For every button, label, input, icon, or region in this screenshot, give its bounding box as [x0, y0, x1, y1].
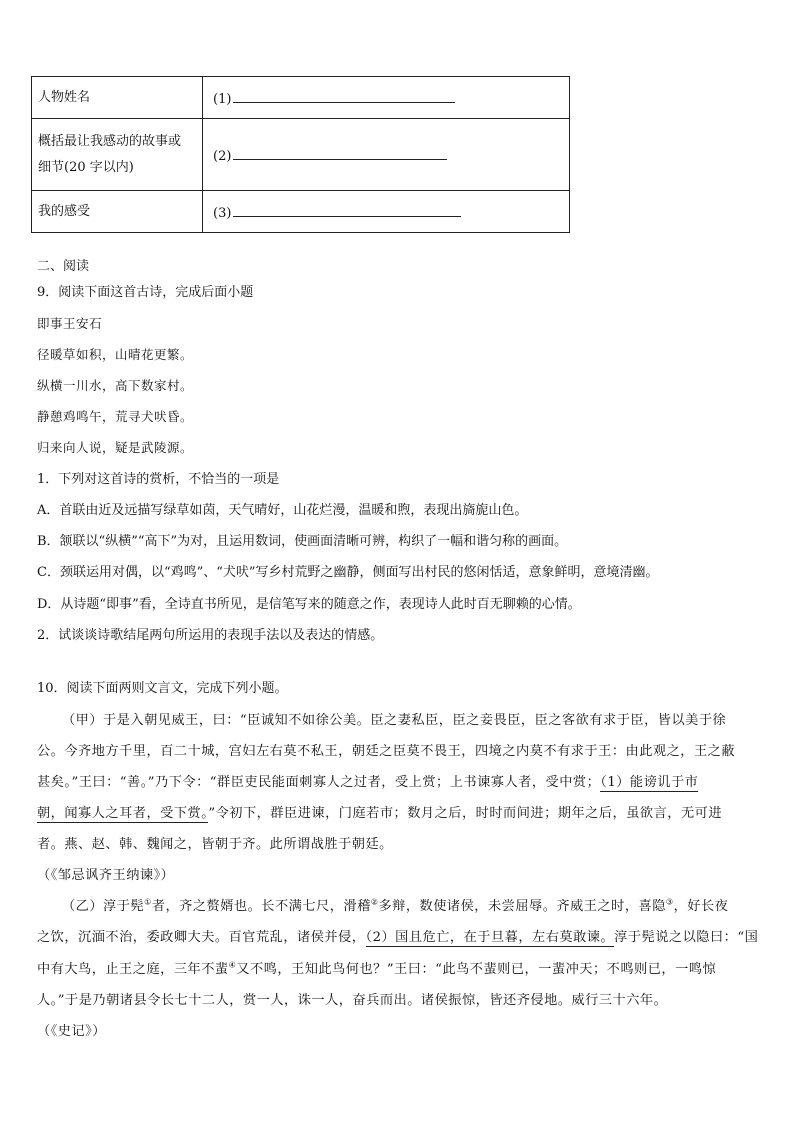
passage-text: （乙）淳于髡 — [62, 899, 145, 914]
passage-yi-line — [37, 961, 716, 979]
answer-number: (2) — [213, 149, 232, 164]
footnote-mark: ② — [370, 897, 379, 907]
passage-yi-line — [37, 929, 758, 947]
table-label: 人物姓名 — [32, 77, 203, 119]
passage-jia-line — [37, 774, 698, 792]
table-row — [32, 191, 570, 233]
table-label-line: 概括最让我感动的故事或 — [38, 133, 182, 149]
footnote-mark: ① — [144, 897, 152, 907]
option-b[interactable]: B．颔联以“纵横”“高下”为对，且运用数词，使画面清晰可辨，构织了一幅和谐匀称的画面。 — [37, 534, 568, 549]
poem-line: 静憩鸡鸣午，荒寻犬吠昏。 — [37, 409, 194, 424]
option-d[interactable]: D．从诗题“即事”看，全诗直书所见，是信笔写来的随意之作，表现诗人此时百无聊赖的心情。 — [37, 597, 581, 612]
answer-number: (1) — [213, 92, 232, 107]
answer-number: (3) — [213, 206, 232, 221]
table-answer[interactable] — [203, 119, 570, 191]
passage-yi-line — [62, 898, 728, 916]
passage-text: ，好长夜 — [673, 899, 729, 914]
passage-text: 者，齐之赘婿也。长不满七尺，滑稽 — [151, 899, 371, 914]
section-heading: 二、阅读 — [37, 259, 90, 274]
sub-question-1: 1．下列对这首诗的赏析，不恰当的一项是 — [37, 472, 280, 487]
passage-jia-line: （甲）于是入朝见威王，曰：“臣诚知不如徐公美。臣之妻私臣，臣之妾畏臣，臣之客欲有求于臣，皆以美于徐 — [62, 713, 727, 728]
passage-jia-line — [37, 805, 722, 823]
sub-question-2: 2．试谈谈诗歌结尾两句所运用的表现手法以及表达的情感。 — [37, 628, 384, 643]
poem-line: 归来向人说，疑是武陵源。 — [37, 440, 194, 455]
footnote-mark: ④ — [228, 960, 237, 970]
passage-text: 之饮，沉湎不治，委政卿大夫。百官荒乱，诸侯并侵， — [37, 930, 366, 945]
translation-sentence-1-cont: 朝，闻寡人之耳者，受下赏。 — [37, 806, 209, 821]
table-answer[interactable] — [203, 77, 570, 119]
passage-text: ”令初下，群臣进谏，门庭若市；数月之后，时时而间进；期年之后，虽欲言，无可进 — [208, 806, 723, 821]
table-answer[interactable] — [203, 191, 570, 233]
passage-text: 多辩，数使诸侯，未尝屈辱。齐威王之时，喜隐 — [378, 899, 666, 914]
table-row — [32, 77, 570, 119]
poem-line: 纵横一川水，高下数家村。 — [37, 378, 194, 393]
poem-title: 即事王安石 — [37, 316, 103, 331]
footnote-mark: ③ — [665, 897, 674, 907]
passage-text: 淳于髡说之以隐曰：“国 — [614, 930, 759, 945]
answer-blank[interactable] — [233, 88, 455, 103]
poem-line: 径暖草如积，山晴花更繁。 — [37, 347, 194, 362]
question-9-prompt: 9．阅读下面这首古诗，完成后面小题 — [37, 285, 254, 300]
answer-blank[interactable] — [233, 145, 447, 160]
table-label-line: 细节(20 字以内) — [38, 159, 134, 175]
passage-jia-line: 者。燕、赵、韩、魏闻之，皆朝于齐。此所谓战胜于朝廷。 — [37, 837, 393, 852]
table-label: 我的感受 — [32, 191, 203, 233]
table-label — [32, 119, 203, 191]
answer-blank[interactable] — [233, 202, 461, 217]
option-c[interactable]: C．颈联运用对偶，以“鸡鸣”、“犬吠”写乡村荒野之幽静，侧面写出村民的悠闲恬适，意象鲜明，意境清幽。 — [37, 565, 659, 580]
passage-text: 中有大鸟，止王之庭，三年不蜚 — [37, 962, 229, 977]
translation-sentence-1: （1）能谤讥于市 — [600, 775, 699, 790]
passage-yi-source: （《史记》） — [37, 1024, 106, 1039]
passage-text: 又不鸣，王知此鸟何也？”王曰：“此鸟不蜚则已，一蜚冲天；不鸣则已，一鸣惊 — [236, 962, 717, 977]
passage-text: 甚矣。”王曰：“善。”乃下令：“群臣吏民能面刺寡人之过者，受上赏；上书谏寡人者，受中赏； — [37, 775, 601, 790]
reading-record-table — [31, 76, 570, 233]
question-10-prompt: 10．阅读下面两则文言文，完成下列小题。 — [37, 681, 288, 696]
passage-jia-source: （《邹忌讽齐王纳谏》） — [37, 868, 175, 883]
translation-sentence-2: （2）国且危亡，在于旦暮，左右莫敢谏。 — [365, 930, 615, 945]
passage-jia-line: 公。今齐地方千里，百二十城，宫妇左右莫不私王，朝廷之臣莫不畏王，四境之内莫不有求于王：由此观之，王之蔽 — [37, 744, 736, 759]
passage-yi-line: 人。”于是乃朝诸县令长七十二人，赏一人，诛一人，奋兵而出。诸侯振惊，皆还齐侵地。威行三十六年。 — [37, 993, 668, 1008]
option-a[interactable]: A．首联由近及远描写绿草如茵，天气晴好，山花烂漫，温暖和煦，表现出旖旎山色。 — [37, 503, 528, 518]
table-row — [32, 119, 570, 191]
